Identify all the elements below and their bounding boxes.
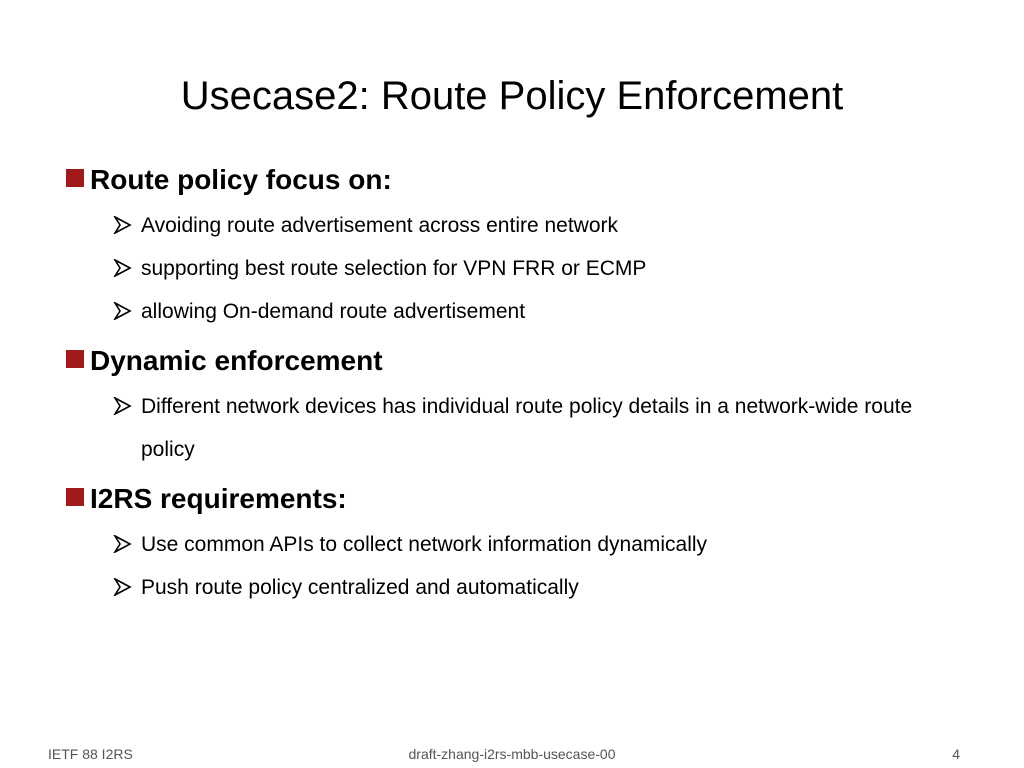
list-item-text: Push route policy centralized and automatically — [141, 576, 579, 599]
list-item — [62, 523, 962, 566]
list-item — [62, 204, 962, 247]
list-item — [62, 290, 962, 333]
list-item — [62, 247, 962, 290]
section-heading-text: Dynamic enforcement — [90, 345, 383, 376]
section-heading-text: I2RS requirements: — [90, 483, 347, 514]
arrow-bullet-icon — [113, 397, 133, 415]
arrow-bullet-icon — [113, 578, 133, 596]
list-item-text: allowing On-demand route advertisement — [141, 300, 526, 323]
section-heading — [62, 158, 962, 202]
arrow-bullet-icon — [113, 535, 133, 553]
page-number: 4 — [952, 746, 960, 762]
square-bullet-icon — [66, 350, 84, 368]
bullet-list — [62, 158, 962, 609]
section-heading — [62, 477, 962, 521]
list-item — [62, 385, 931, 471]
square-bullet-icon — [66, 169, 84, 187]
arrow-bullet-icon — [113, 259, 133, 277]
square-bullet-icon — [66, 488, 84, 506]
slide-title: Usecase2: Route Policy Enforcement — [180, 74, 844, 118]
list-item-text: Different network devices has individual route policy details in a network-wide route policy — [141, 395, 913, 461]
footer-center: draft-zhang-i2rs-mbb-usecase-00 — [408, 746, 616, 762]
footer-left: IETF 88 I2RS — [48, 746, 133, 762]
list-item-text: supporting best route selection for VPN FRR or ECMP — [141, 257, 647, 280]
arrow-bullet-icon — [113, 216, 133, 234]
section-heading — [62, 339, 962, 383]
section-heading-text: Route policy focus on: — [90, 164, 392, 195]
list-item-text: Avoiding route advertisement across entire network — [141, 214, 619, 237]
arrow-bullet-icon — [113, 302, 133, 320]
list-item — [62, 566, 962, 609]
list-item-text: Use common APIs to collect network information dynamically — [141, 533, 708, 556]
